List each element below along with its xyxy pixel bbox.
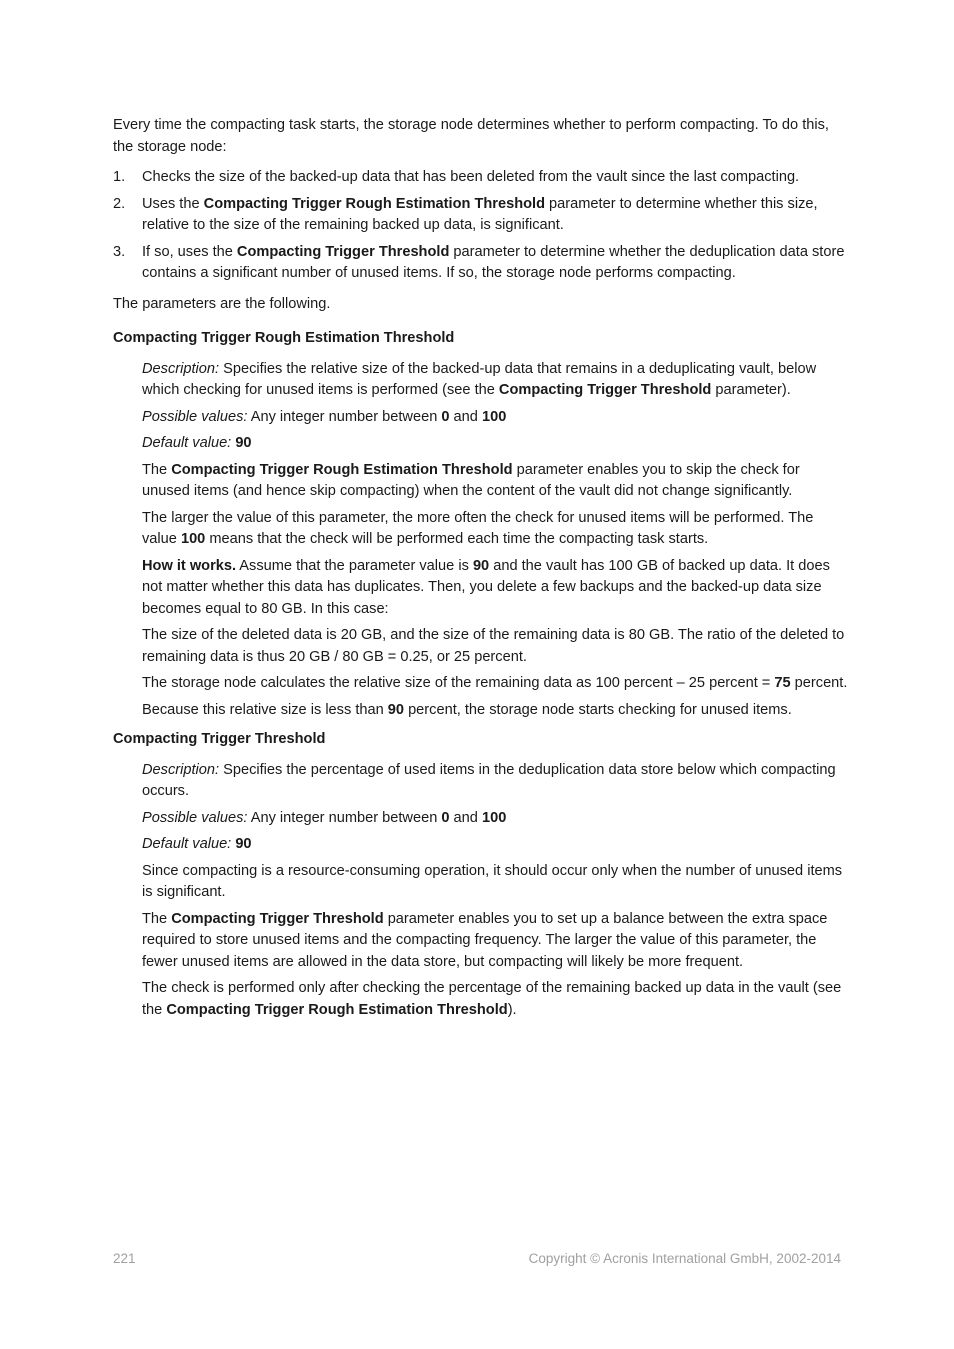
trigger-possible-values: Possible values: Any integer number between 0 and 100 — [142, 809, 507, 826]
rough-paragraph-5: The storage node calculates the relative size of the remaining data as 100 percent – 25 percent = 75 percent. — [142, 675, 848, 691]
steps-list — [113, 167, 848, 285]
rough-paragraph-2: The larger the value of this parameter, the more often the check for unused items will be performed. The value 100 means that the check will be performed each time the compacting task starts. — [142, 509, 814, 547]
trigger-default-value: Default value: 90 — [142, 836, 252, 852]
trigger-threshold-heading: Compacting Trigger Threshold — [113, 731, 326, 747]
params-lead-paragraph: The parameters are the following. — [113, 295, 331, 312]
rough-paragraph-1: The Compacting Trigger Rough Estimation Threshold parameter enables you to skip the check for unused items (and hence skip compacting) when the content of the vault did not change significantly. — [142, 461, 800, 499]
list-item: 3. If so, uses the Compacting Trigger Threshold parameter to determine whether the deduplication data store contains a significant number of unused items. If so, the storage node performs compacting. — [113, 243, 845, 281]
trigger-paragraph-1: Since compacting is a resource-consuming operation, it should occur only when the number of unused items is significant. — [142, 862, 843, 900]
list-number: 3. — [113, 243, 126, 260]
intro-paragraph: Every time the compacting task starts, the storage node determines whether to perform compacting. To do this, the storage node: — [113, 117, 829, 155]
rough-threshold-section — [113, 359, 848, 722]
list-item: 2. Uses the Compacting Trigger Rough Estimation Threshold parameter to determine whether this size, relative to the size of the remaining backed up data, is significant. — [113, 195, 818, 233]
list-number: 2. — [113, 195, 126, 212]
rough-possible-values: Possible values: Any integer number between 0 and 100 — [142, 408, 507, 425]
rough-paragraph-6: Because this relative size is less than 90 percent, the storage node starts checking for unused items. — [142, 701, 792, 718]
rough-paragraph-4: The size of the deleted data is 20 GB, and the size of the remaining data is 80 GB. The ratio of the deleted to remaining data is thus 20 GB / 80 GB = 0.25, or 25 percent. — [142, 627, 845, 665]
rough-how-it-works: How it works. Assume that the parameter value is 90 and the vault has 100 GB of backed up data. It does not matter whether this data has duplicates. Then, you delete a few backups and the backed-up data size becomes equal to 80 GB. In this case: — [142, 557, 830, 617]
page-footer — [113, 1251, 841, 1266]
copyright-notice: Copyright © Acronis International GmbH, 2002-2014 — [528, 1251, 841, 1266]
list-item: 1. Checks the size of the backed-up data that has been deleted from the vault since the last compacting. — [113, 167, 848, 189]
trigger-description: Description: Specifies the percentage of used items in the deduplication data store below which compacting occurs. — [142, 761, 836, 799]
rough-default-value: Default value: 90 — [142, 435, 252, 451]
trigger-paragraph-2: The Compacting Trigger Threshold parameter enables you to set up a balance between the extra space required to store unused items and the compacting frequency. The larger the value of this parameter, the fewer unused items are allowed in the data store, but compacting will likely be more frequent. — [142, 910, 828, 970]
list-number: 1. — [113, 169, 126, 185]
trigger-paragraph-3: The check is performed only after checking the percentage of the remaining backed up data in the vault (see the Compacting Trigger Rough Estimation Threshold). — [142, 980, 842, 1018]
rough-threshold-heading: Compacting Trigger Rough Estimation Threshold — [113, 330, 455, 346]
page-number: 221 — [113, 1251, 136, 1266]
document-page — [113, 115, 848, 1029]
trigger-threshold-section — [113, 760, 848, 1022]
rough-description: Description: Specifies the relative size of the backed-up data that remains in a deduplicating vault, below which checking for unused items is performed (see the Compacting Trigger Threshold parameter). — [142, 360, 817, 398]
